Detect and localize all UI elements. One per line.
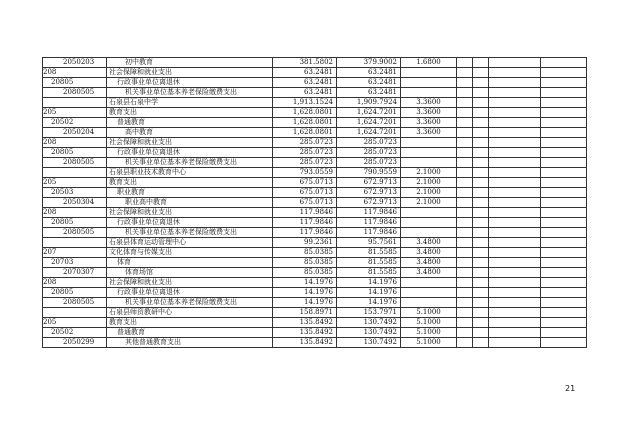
project-expenditure-cell: 2.1000 xyxy=(401,198,457,208)
project-expenditure-cell: 3.3600 xyxy=(401,128,457,138)
empty-cell xyxy=(541,268,587,278)
basic-expenditure-cell: 1,909.7924 xyxy=(337,98,401,108)
table-row xyxy=(43,198,587,208)
empty-cell xyxy=(541,138,587,148)
empty-cell xyxy=(473,248,489,258)
empty-cell xyxy=(541,198,587,208)
basic-expenditure-cell: 63.2481 xyxy=(337,78,401,88)
name-cell: 机关事业单位基本养老保险缴费支出 xyxy=(107,228,273,238)
empty-cell xyxy=(489,318,541,328)
empty-cell xyxy=(457,278,473,288)
project-expenditure-cell: 3.3600 xyxy=(401,98,457,108)
table-row xyxy=(43,138,587,148)
code-cell: 205 xyxy=(43,318,107,328)
budget-table xyxy=(42,57,587,348)
table-row xyxy=(43,308,587,318)
code-cell: 20805 xyxy=(43,148,107,158)
empty-cell xyxy=(541,238,587,248)
empty-cell xyxy=(541,168,587,178)
empty-cell xyxy=(489,198,541,208)
total-cell: 14.1976 xyxy=(273,298,337,308)
empty-cell xyxy=(489,208,541,218)
name-cell: 行政事业单位离退休 xyxy=(107,288,273,298)
empty-cell xyxy=(541,218,587,228)
code-cell: 20805 xyxy=(43,78,107,88)
total-cell: 117.9846 xyxy=(273,208,337,218)
empty-cell xyxy=(473,328,489,338)
empty-cell xyxy=(489,188,541,198)
total-cell: 14.1976 xyxy=(273,278,337,288)
empty-cell xyxy=(541,178,587,188)
project-expenditure-cell xyxy=(401,158,457,168)
code-cell: 2070307 xyxy=(43,268,107,278)
empty-cell xyxy=(489,278,541,288)
page-number: 21 xyxy=(565,384,576,393)
name-cell: 石泉县石泉中学 xyxy=(107,98,273,108)
table-row xyxy=(43,248,587,258)
empty-cell xyxy=(489,78,541,88)
code-cell: 205 xyxy=(43,178,107,188)
table-row xyxy=(43,158,587,168)
table-row xyxy=(43,238,587,248)
code-cell: 20805 xyxy=(43,218,107,228)
empty-cell xyxy=(489,328,541,338)
code-cell: 20502 xyxy=(43,118,107,128)
empty-cell xyxy=(473,88,489,98)
name-cell: 教育支出 xyxy=(107,178,273,188)
name-cell: 机关事业单位基本养老保险缴费支出 xyxy=(107,298,273,308)
empty-cell xyxy=(541,228,587,238)
empty-cell xyxy=(473,338,489,348)
total-cell: 1,628.0801 xyxy=(273,128,337,138)
empty-cell xyxy=(489,288,541,298)
project-expenditure-cell: 3.4800 xyxy=(401,268,457,278)
name-cell: 社会保障和就业支出 xyxy=(107,68,273,78)
project-expenditure-cell xyxy=(401,288,457,298)
empty-cell xyxy=(457,338,473,348)
table-row xyxy=(43,228,587,238)
empty-cell xyxy=(457,318,473,328)
empty-cell xyxy=(457,268,473,278)
empty-cell xyxy=(457,118,473,128)
name-cell: 体育场馆 xyxy=(107,268,273,278)
name-cell: 职业教育 xyxy=(107,188,273,198)
code-cell: 2080505 xyxy=(43,88,107,98)
empty-cell xyxy=(541,68,587,78)
empty-cell xyxy=(473,188,489,198)
empty-cell xyxy=(457,238,473,248)
empty-cell xyxy=(541,108,587,118)
name-cell: 高中教育 xyxy=(107,128,273,138)
empty-cell xyxy=(489,338,541,348)
empty-cell xyxy=(473,258,489,268)
empty-cell xyxy=(541,88,587,98)
code-cell: 20805 xyxy=(43,288,107,298)
project-expenditure-cell: 2.1000 xyxy=(401,168,457,178)
empty-cell xyxy=(457,258,473,268)
empty-cell xyxy=(473,58,489,68)
table-row xyxy=(43,178,587,188)
total-cell: 135.8492 xyxy=(273,328,337,338)
table-row xyxy=(43,98,587,108)
code-cell xyxy=(43,98,107,108)
empty-cell xyxy=(473,138,489,148)
project-expenditure-cell: 3.4800 xyxy=(401,248,457,258)
project-expenditure-cell: 2.1000 xyxy=(401,178,457,188)
empty-cell xyxy=(457,298,473,308)
code-cell: 208 xyxy=(43,138,107,148)
table-row xyxy=(43,258,587,268)
empty-cell xyxy=(489,228,541,238)
name-cell: 文化体育与传媒支出 xyxy=(107,248,273,258)
total-cell: 675.0713 xyxy=(273,188,337,198)
empty-cell xyxy=(457,218,473,228)
code-cell: 207 xyxy=(43,248,107,258)
basic-expenditure-cell: 1,624.7201 xyxy=(337,128,401,138)
name-cell: 行政事业单位离退休 xyxy=(107,148,273,158)
table-row xyxy=(43,88,587,98)
empty-cell xyxy=(473,128,489,138)
empty-cell xyxy=(489,88,541,98)
empty-cell xyxy=(489,68,541,78)
empty-cell xyxy=(473,208,489,218)
code-cell: 2080505 xyxy=(43,228,107,238)
table-row xyxy=(43,148,587,158)
total-cell: 381.5802 xyxy=(273,58,337,68)
empty-cell xyxy=(473,198,489,208)
basic-expenditure-cell: 379.9002 xyxy=(337,58,401,68)
total-cell: 285.0723 xyxy=(273,158,337,168)
name-cell: 社会保障和就业支出 xyxy=(107,138,273,148)
code-cell: 2080505 xyxy=(43,158,107,168)
empty-cell xyxy=(489,268,541,278)
empty-cell xyxy=(473,228,489,238)
empty-cell xyxy=(541,98,587,108)
table-row xyxy=(43,118,587,128)
table-row xyxy=(43,218,587,228)
empty-cell xyxy=(473,68,489,78)
empty-cell xyxy=(541,318,587,328)
name-cell: 石泉县职业技术教育中心 xyxy=(107,168,273,178)
empty-cell xyxy=(541,278,587,288)
empty-cell xyxy=(541,118,587,128)
code-cell: 2050299 xyxy=(43,338,107,348)
basic-expenditure-cell: 1,624.7201 xyxy=(337,118,401,128)
empty-cell xyxy=(541,338,587,348)
project-expenditure-cell: 3.4800 xyxy=(401,258,457,268)
total-cell: 1,628.0801 xyxy=(273,108,337,118)
project-expenditure-cell: 5.1000 xyxy=(401,328,457,338)
table-row xyxy=(43,128,587,138)
name-cell: 机关事业单位基本养老保险缴费支出 xyxy=(107,88,273,98)
empty-cell xyxy=(457,328,473,338)
name-cell: 社会保障和就业支出 xyxy=(107,278,273,288)
total-cell: 135.8492 xyxy=(273,318,337,328)
project-expenditure-cell: 5.1000 xyxy=(401,308,457,318)
basic-expenditure-cell: 81.5585 xyxy=(337,268,401,278)
code-cell: 20502 xyxy=(43,328,107,338)
empty-cell xyxy=(457,148,473,158)
project-expenditure-cell: 5.1000 xyxy=(401,338,457,348)
name-cell: 体育 xyxy=(107,258,273,268)
empty-cell xyxy=(473,148,489,158)
project-expenditure-cell xyxy=(401,208,457,218)
empty-cell xyxy=(457,108,473,118)
basic-expenditure-cell: 790.9559 xyxy=(337,168,401,178)
total-cell: 135.8492 xyxy=(273,338,337,348)
basic-expenditure-cell: 81.5585 xyxy=(337,258,401,268)
table-row xyxy=(43,298,587,308)
empty-cell xyxy=(541,78,587,88)
basic-expenditure-cell: 117.9846 xyxy=(337,218,401,228)
table-row xyxy=(43,288,587,298)
empty-cell xyxy=(489,158,541,168)
basic-expenditure-cell: 14.1976 xyxy=(337,288,401,298)
empty-cell xyxy=(457,98,473,108)
empty-cell xyxy=(473,288,489,298)
empty-cell xyxy=(489,248,541,258)
empty-cell xyxy=(473,298,489,308)
empty-cell xyxy=(473,318,489,328)
basic-expenditure-cell: 672.9713 xyxy=(337,188,401,198)
total-cell: 285.0723 xyxy=(273,148,337,158)
basic-expenditure-cell: 130.7492 xyxy=(337,328,401,338)
total-cell: 63.2481 xyxy=(273,88,337,98)
table-row xyxy=(43,318,587,328)
basic-expenditure-cell: 285.0723 xyxy=(337,148,401,158)
name-cell: 行政事业单位离退休 xyxy=(107,78,273,88)
code-cell: 2050203 xyxy=(43,58,107,68)
empty-cell xyxy=(473,278,489,288)
empty-cell xyxy=(489,98,541,108)
project-expenditure-cell xyxy=(401,88,457,98)
total-cell: 675.0713 xyxy=(273,178,337,188)
basic-expenditure-cell: 153.7971 xyxy=(337,308,401,318)
table-row xyxy=(43,58,587,68)
table-row xyxy=(43,268,587,278)
empty-cell xyxy=(457,158,473,168)
empty-cell xyxy=(489,298,541,308)
empty-cell xyxy=(541,188,587,198)
project-expenditure-cell xyxy=(401,68,457,78)
total-cell: 63.2481 xyxy=(273,68,337,78)
name-cell: 社会保障和就业支出 xyxy=(107,208,273,218)
name-cell: 行政事业单位离退休 xyxy=(107,218,273,228)
empty-cell xyxy=(489,238,541,248)
empty-cell xyxy=(457,188,473,198)
basic-expenditure-cell: 117.9846 xyxy=(337,208,401,218)
total-cell: 99.2361 xyxy=(273,238,337,248)
empty-cell xyxy=(489,128,541,138)
total-cell: 793.0559 xyxy=(273,168,337,178)
name-cell: 普通教育 xyxy=(107,118,273,128)
code-cell: 208 xyxy=(43,68,107,78)
empty-cell xyxy=(457,248,473,258)
basic-expenditure-cell: 1,624.7201 xyxy=(337,108,401,118)
empty-cell xyxy=(473,108,489,118)
table-row xyxy=(43,278,587,288)
empty-cell xyxy=(473,218,489,228)
empty-cell xyxy=(541,298,587,308)
empty-cell xyxy=(457,128,473,138)
total-cell: 1,628.0801 xyxy=(273,118,337,128)
empty-cell xyxy=(541,288,587,298)
empty-cell xyxy=(457,78,473,88)
table-row xyxy=(43,188,587,198)
project-expenditure-cell xyxy=(401,298,457,308)
empty-cell xyxy=(457,288,473,298)
empty-cell xyxy=(473,158,489,168)
code-cell: 2050204 xyxy=(43,128,107,138)
empty-cell xyxy=(541,328,587,338)
empty-cell xyxy=(489,258,541,268)
name-cell: 教育支出 xyxy=(107,318,273,328)
empty-cell xyxy=(489,218,541,228)
basic-expenditure-cell: 130.7492 xyxy=(337,338,401,348)
total-cell: 675.0713 xyxy=(273,198,337,208)
code-cell: 2050304 xyxy=(43,198,107,208)
empty-cell xyxy=(457,58,473,68)
table-row xyxy=(43,68,587,78)
empty-cell xyxy=(489,58,541,68)
name-cell: 其他普通教育支出 xyxy=(107,338,273,348)
empty-cell xyxy=(489,118,541,128)
project-expenditure-cell: 2.1000 xyxy=(401,188,457,198)
table-body xyxy=(43,58,587,348)
empty-cell xyxy=(541,208,587,218)
table-row xyxy=(43,168,587,178)
empty-cell xyxy=(457,138,473,148)
total-cell: 117.9846 xyxy=(273,228,337,238)
project-expenditure-cell: 3.4800 xyxy=(401,238,457,248)
empty-cell xyxy=(457,168,473,178)
empty-cell xyxy=(457,178,473,188)
empty-cell xyxy=(457,208,473,218)
empty-cell xyxy=(489,308,541,318)
basic-expenditure-cell: 672.9713 xyxy=(337,178,401,188)
total-cell: 285.0723 xyxy=(273,138,337,148)
project-expenditure-cell: 3.3600 xyxy=(401,118,457,128)
empty-cell xyxy=(489,148,541,158)
name-cell: 初中教育 xyxy=(107,58,273,68)
total-cell: 158.8971 xyxy=(273,308,337,318)
empty-cell xyxy=(541,308,587,318)
empty-cell xyxy=(489,108,541,118)
name-cell: 教育支出 xyxy=(107,108,273,118)
code-cell: 208 xyxy=(43,208,107,218)
total-cell: 117.9846 xyxy=(273,218,337,228)
code-cell: 2080505 xyxy=(43,298,107,308)
empty-cell xyxy=(457,88,473,98)
project-expenditure-cell xyxy=(401,218,457,228)
name-cell: 普通教育 xyxy=(107,328,273,338)
basic-expenditure-cell: 130.7492 xyxy=(337,318,401,328)
empty-cell xyxy=(541,158,587,168)
basic-expenditure-cell: 63.2481 xyxy=(337,68,401,78)
code-cell: 20703 xyxy=(43,258,107,268)
name-cell: 石泉县体育运动管理中心 xyxy=(107,238,273,248)
total-cell: 85.0385 xyxy=(273,258,337,268)
total-cell: 14.1976 xyxy=(273,288,337,298)
basic-expenditure-cell: 63.2481 xyxy=(337,88,401,98)
table-row xyxy=(43,108,587,118)
basic-expenditure-cell: 95.7561 xyxy=(337,238,401,248)
basic-expenditure-cell: 14.1976 xyxy=(337,298,401,308)
empty-cell xyxy=(541,148,587,158)
table-row xyxy=(43,338,587,348)
basic-expenditure-cell: 81.5585 xyxy=(337,248,401,258)
project-expenditure-cell xyxy=(401,138,457,148)
empty-cell xyxy=(489,168,541,178)
project-expenditure-cell xyxy=(401,148,457,158)
code-cell: 208 xyxy=(43,278,107,288)
empty-cell xyxy=(541,58,587,68)
table-row xyxy=(43,78,587,88)
table-row xyxy=(43,328,587,338)
empty-cell xyxy=(457,308,473,318)
basic-expenditure-cell: 14.1976 xyxy=(337,278,401,288)
empty-cell xyxy=(457,228,473,238)
basic-expenditure-cell: 117.9846 xyxy=(337,228,401,238)
empty-cell xyxy=(473,98,489,108)
project-expenditure-cell xyxy=(401,278,457,288)
name-cell: 职业高中教育 xyxy=(107,198,273,208)
empty-cell xyxy=(473,118,489,128)
table-row xyxy=(43,208,587,218)
empty-cell xyxy=(473,78,489,88)
empty-cell xyxy=(473,238,489,248)
code-cell: 205 xyxy=(43,108,107,118)
empty-cell xyxy=(489,138,541,148)
project-expenditure-cell xyxy=(401,228,457,238)
name-cell: 石泉县师资教研中心 xyxy=(107,308,273,318)
empty-cell xyxy=(489,178,541,188)
empty-cell xyxy=(541,248,587,258)
empty-cell xyxy=(541,258,587,268)
project-expenditure-cell: 5.1000 xyxy=(401,318,457,328)
code-cell xyxy=(43,168,107,178)
code-cell: 20503 xyxy=(43,188,107,198)
project-expenditure-cell: 1.6800 xyxy=(401,58,457,68)
name-cell: 机关事业单位基本养老保险缴费支出 xyxy=(107,158,273,168)
empty-cell xyxy=(473,268,489,278)
empty-cell xyxy=(473,308,489,318)
basic-expenditure-cell: 285.0723 xyxy=(337,158,401,168)
project-expenditure-cell: 3.3600 xyxy=(401,108,457,118)
total-cell: 1,913.1524 xyxy=(273,98,337,108)
empty-cell xyxy=(541,128,587,138)
empty-cell xyxy=(473,168,489,178)
total-cell: 85.0385 xyxy=(273,268,337,278)
project-expenditure-cell xyxy=(401,78,457,88)
total-cell: 85.0385 xyxy=(273,248,337,258)
code-cell xyxy=(43,308,107,318)
empty-cell xyxy=(457,198,473,208)
empty-cell xyxy=(473,178,489,188)
basic-expenditure-cell: 672.9713 xyxy=(337,198,401,208)
total-cell: 63.2481 xyxy=(273,78,337,88)
basic-expenditure-cell: 285.0723 xyxy=(337,138,401,148)
code-cell xyxy=(43,238,107,248)
empty-cell xyxy=(457,68,473,78)
